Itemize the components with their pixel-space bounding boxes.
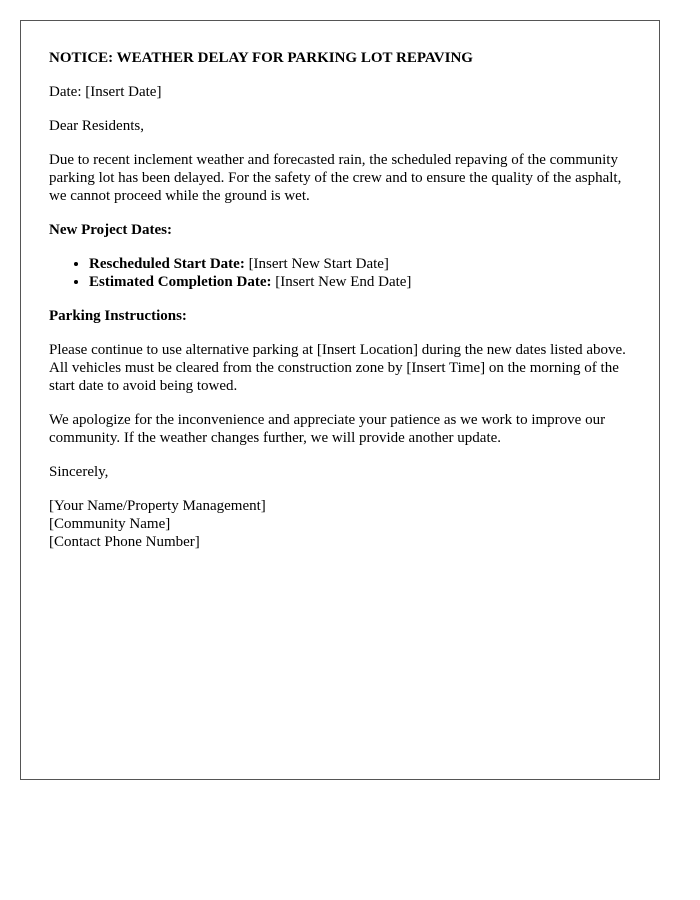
list-item [89, 273, 631, 291]
greeting: Dear Residents, [49, 118, 144, 134]
start-date-label: Rescheduled Start Date: [89, 256, 245, 272]
project-dates-heading: New Project Dates: [49, 222, 172, 238]
signature-phone: [Contact Phone Number] [49, 534, 200, 550]
closing: Sincerely, [49, 464, 109, 480]
project-dates-list [49, 255, 631, 291]
list-item [89, 255, 631, 273]
notice-title: NOTICE: WEATHER DELAY FOR PARKING LOT REPAVING [49, 50, 473, 66]
parking-paragraph: Please continue to use alternative parking at [Insert Location] during the new dates listed above. All vehicles must be cleared from the construction zone by [Insert Time] on the morning of the start date to avoid being towed. [49, 342, 626, 394]
completion-date-value: [Insert New End Date] [271, 274, 412, 290]
intro-paragraph: Due to recent inclement weather and forecasted rain, the scheduled repaving of the community parking lot has been delayed. For the safety of the crew and to ensure the quality of the asphalt, we cannot proceed while the ground is wet. [49, 152, 622, 204]
signature-block [49, 497, 631, 551]
signature-community: [Community Name] [49, 516, 171, 532]
notice-document [20, 20, 660, 780]
signature-name: [Your Name/Property Management] [49, 498, 266, 514]
parking-instructions-heading: Parking Instructions: [49, 308, 187, 324]
start-date-value: [Insert New Start Date] [244, 256, 389, 272]
apology-paragraph: We apologize for the inconvenience and appreciate your patience as we work to improve our community. If the weather changes further, we will provide another update. [49, 412, 606, 446]
completion-date-label: Estimated Completion Date: [89, 274, 272, 290]
date-line: Date: [Insert Date] [49, 84, 162, 100]
